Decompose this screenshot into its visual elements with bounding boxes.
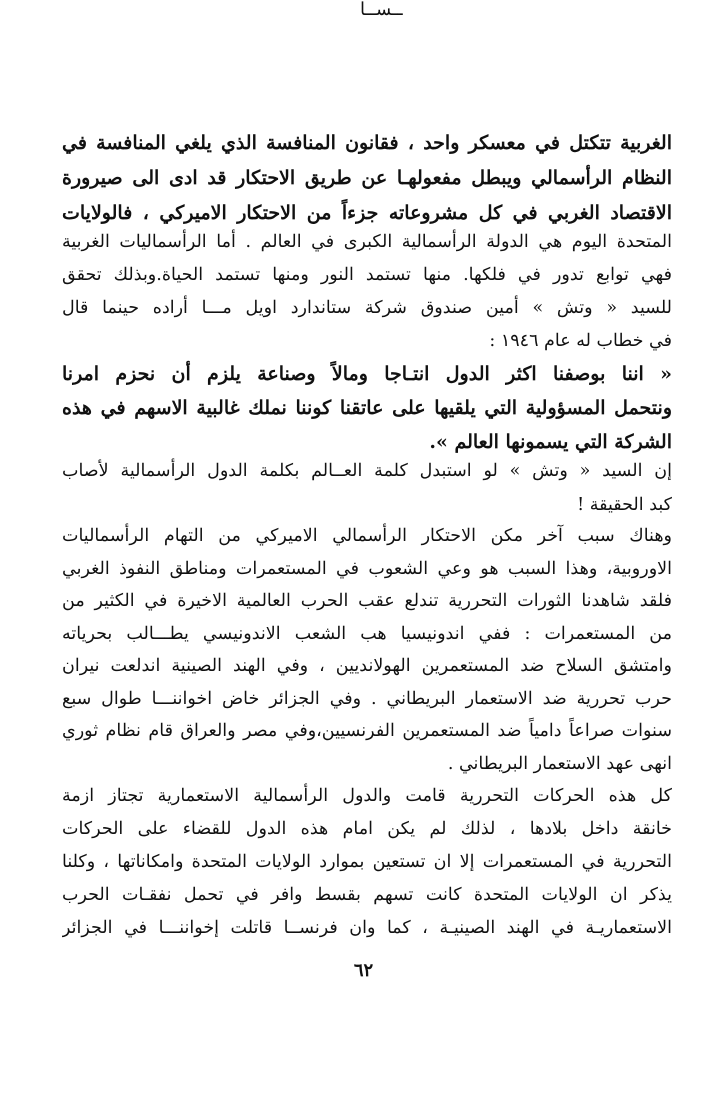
page-number: ٦٢	[353, 960, 374, 981]
header-mark: ــســا	[360, 0, 403, 20]
paragraph-2	[62, 226, 672, 358]
paragraph-3	[62, 454, 672, 522]
text-line: ونتحمل المسؤولية التي يلقيها على عاتقنا كوننا نملك غالبية الاسهم في هذه	[62, 397, 672, 419]
text-line: للسيد « وتش » أمين صندوق شركة ستاندارد اويل مـــا أراده حينما قال	[62, 298, 672, 318]
text-line: المتحدة اليوم هي الدولة الرأسمالية الكبرى في العالم . أما الرأسماليات الغربية	[62, 232, 672, 252]
text-line: التحررية في المستعمرات إلا ان تستعين بموارد الولايات المتحدة وامكاناتها ، وكلنا	[62, 852, 672, 872]
text-line: وامتشق السلاح ضد المستعمرين الهولانديين ، وفي الهند الصينية اندلعت نيران	[62, 656, 672, 676]
text-line: من المستعمرات : ففي اندونيسيا هب الشعب الاندونيسي يطـــالب بحرياته	[62, 623, 672, 644]
text-line: خانقة داخل بلادها ، لذلك لم يكن امام هذه الدول للقضاء على الحركات	[62, 819, 672, 839]
text-line: الاوروبية، وهذا السبب هو وعي الشعوب في المستعمرات ومناطق النفوذ الغربي	[62, 558, 672, 579]
text-line: « اننا بوصفنا اكثر الدول انتـاجا ومالاً وصناعة يلزم أن نحزم امرنا	[62, 363, 672, 385]
text-line: إن السيد « وتش » لو استبدل كلمة العــالم بكلمة الدول الرأسمالية لأصاب	[62, 461, 672, 481]
text-line: الغربية تتكتل في معسكر واحد ، فقانون المنافسة الذي يلغي المنافسة في	[62, 132, 672, 154]
text-line: في خطاب له عام ١٩٤٦ :	[489, 331, 672, 351]
text-line: فهي توابع تدور في فلكها. منها تستمد النور ومنها تستمد الحياة.وبذلك تحقق	[62, 265, 672, 285]
text-line: سنوات صراعاً دامياً ضد المستعمرين الفرنسيين،وفي مصر والعراق قام نظام ثوري	[62, 721, 672, 741]
text-line: كل هذه الحركات التحررية قامت والدول الرأسمالية الاستعمارية تجتاز ازمة	[62, 786, 672, 806]
text-line: كبد الحقيقة !	[577, 495, 672, 515]
text-line: النظام الرأسمالي ويبطل مفعولهـا عن طريق الاحتكار قد ادى الى صيرورة	[62, 167, 672, 189]
quote-block	[62, 357, 672, 459]
paragraph-5	[62, 780, 672, 945]
text-line: الاقتصاد الغربي في كل مشروعاته جزءاً من الاحتكار الاميركي ، فالولايات	[62, 202, 672, 224]
text-line: انهى عهد الاستعمار البريطاني .	[447, 753, 672, 774]
text-line: حرب تحررية ضد الاستعمار البريطاني . وفي الجزائر خاض اخواننـــا طوال سبع	[62, 688, 672, 709]
text-line: يذكر ان الولايات المتحدة كانت تسهم بقسط وافر في تحمل نفقـات الحرب	[62, 885, 672, 905]
text-line: الشركة التي يسمونها العالم ».	[429, 431, 672, 453]
text-line: وهناك سبب آخر مكن الاحتكار الرأسمالي الاميركي من التهام الرأسماليات	[62, 526, 672, 546]
text-line: الاستعماريـة في الهند الصينيـة ، كما وان فرنســا قاتلت إخواننـــا في الجزائر	[62, 918, 672, 938]
paragraph-1	[62, 126, 672, 231]
text-line: فلقد شاهدنا الثورات التحررية تندلع عقب الحرب العالمية الاخيرة في الكثير من	[62, 591, 672, 611]
paragraph-4	[62, 520, 672, 780]
